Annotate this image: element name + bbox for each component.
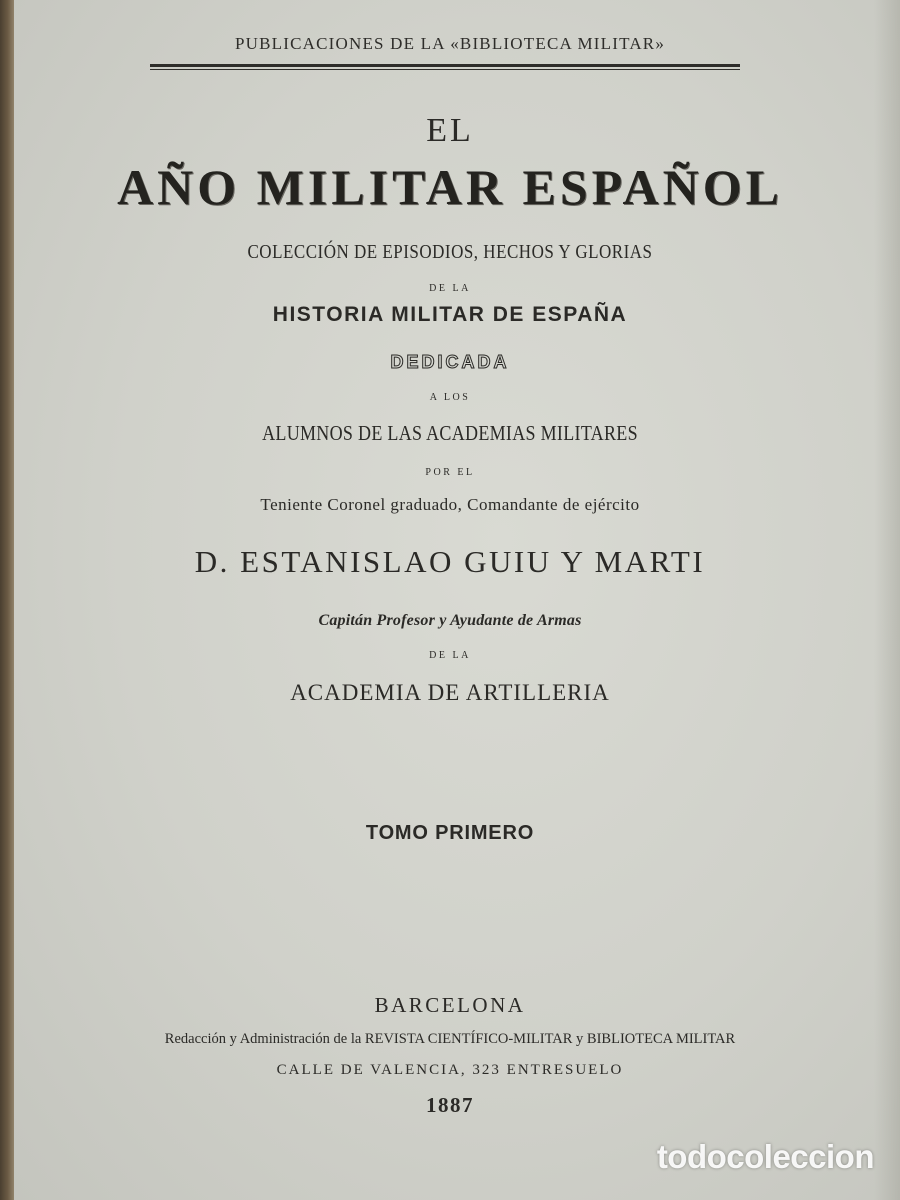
history-heading: HISTORIA MILITAR DE ESPAÑA: [272, 303, 628, 326]
academy-name: ACADEMIA DE ARTILLERIA: [290, 680, 610, 705]
dedication-recipients: ALUMNOS DE LAS ACADEMIAS MILITARES: [262, 421, 638, 445]
connector-a-los: A LOS: [429, 392, 471, 403]
book-title: AÑO MILITAR ESPAÑOL: [117, 159, 783, 215]
imprint-address: CALLE DE VALENCIA, 323 ENTRESUELO: [276, 1062, 624, 1078]
header-rule-thin: [150, 69, 740, 70]
connector-de-la-2: DE LA: [429, 650, 471, 661]
series-heading: PUBLICACIONES DE LA «BIBLIOTECA MILITAR»: [234, 34, 666, 53]
volume-label: TOMO PRIMERO: [365, 822, 535, 844]
watermark-logo: todocoleccion: [656, 1138, 874, 1175]
author-name: D. ESTANISLAO GUIU Y MARTI: [194, 544, 706, 579]
title-article: EL: [426, 112, 474, 149]
imprint-city: BARCELONA: [374, 993, 526, 1017]
imprint-year: 1887: [426, 1093, 474, 1117]
author-position: Capitán Profesor y Ayudante de Armas: [318, 612, 582, 629]
author-rank: Teniente Coronel graduado, Comandante de ejército: [260, 495, 640, 514]
book-subtitle: COLECCIÓN DE EPISODIOS, HECHOS Y GLORIAS: [247, 240, 653, 263]
connector-de-la: DE LA: [429, 283, 471, 294]
connector-por-el: POR EL: [425, 467, 475, 478]
header-rule-thick: [150, 64, 740, 67]
imprint-publisher: Redacción y Administración de la REVISTA CIENTÍFICO-MILITAR y BIBLIOTECA MILITAR: [164, 1031, 736, 1047]
dedication-heading: DEDICADA: [390, 352, 510, 372]
